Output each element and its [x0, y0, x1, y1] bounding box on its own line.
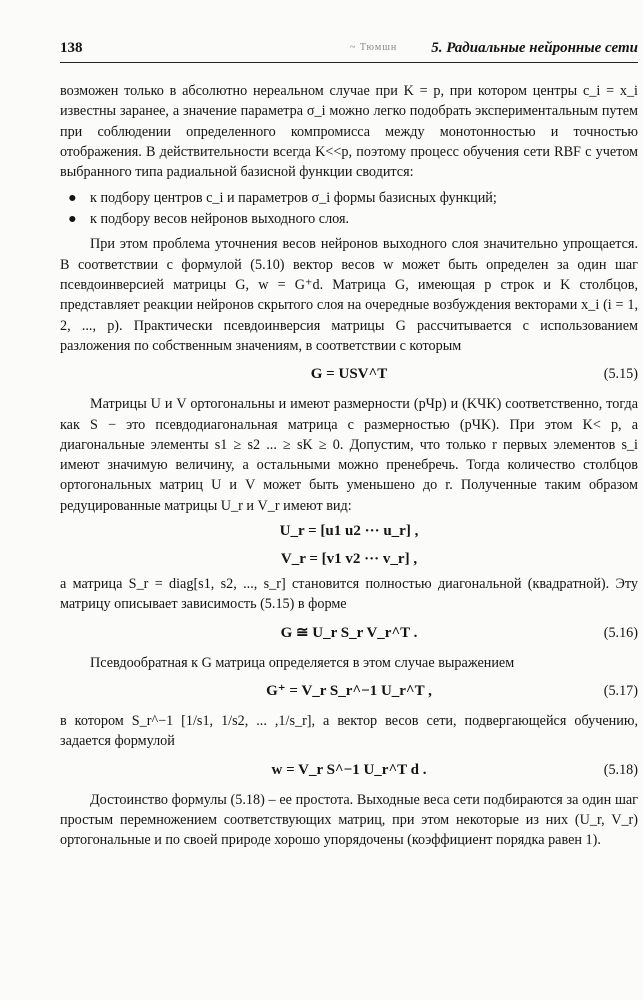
paragraph: а матрица S_r = diag[s1, s2, ..., s_r] становится полностью диагональной (квадратной). Эту матрицу описывает зависимость (5.15) в форме — [60, 576, 638, 613]
paragraph: Матрицы U и V ортогональны и имеют размерности (pЧp) и (KЧK) соответственно, тогда как S − это псевдодиагональная матрица с размерностью (pЧK). При этом K< p, а диагональные элементы s1 ≥ s2 ... ≥ sK ≥ 0. Допустим, что только r первых элементов s_i имеют значимую величину, а остальными можно пренебречь. Тогда количество столбцов ортогональных матриц U и V может быть уменьшено до r. Полученные таким образом редуцированные матрицы U_r и V_r имеют вид: — [60, 396, 638, 514]
equation-formula: G ≅ U_r S_r V_r^T . — [280, 624, 418, 641]
equation-5-15 — [60, 362, 638, 386]
equation-formula: G⁺ = V_r S_r^−1 U_r^T , — [266, 682, 432, 699]
equation-formula: w = V_r S^−1 U_r^T d . — [271, 761, 427, 778]
running-header — [60, 36, 638, 63]
paragraph: При этом проблема уточнения весов нейронов выходного слоя значительно упрощается. В соответствии с формулой (5.10) вектор весов w может быть определен за один шаг псевдоинверсией матрицы G, w = G⁺d. Матрица G, имеющая p строк и K столбцов, представляет реакции нейронов скрытого слоя на очередные возбуждения векторами x_i (i = 1, 2, ..., p). Практически псевдоинверсия матрицы G рассчитывается с использованием разложения по собственным значениям, в соответствии с которым — [60, 236, 638, 354]
paragraph: Достоинство формулы (5.18) – ее простота. Выходные веса сети подбираются за один шаг простым перемножением соответствующих матриц, при этом некоторые из них (U_r, V_r) ортогональные и по своей природе хорошо упорядочены (коэффициент порядка равен 1). — [60, 791, 638, 849]
list-item-text: к подбору центров c_i и параметров σ_i формы базисных функций; — [90, 190, 497, 207]
list-item — [60, 188, 638, 209]
equation-5-18 — [60, 758, 638, 782]
body-text — [60, 63, 638, 850]
page-number: 138 — [60, 40, 83, 56]
matrix-Ur-formula: U_r = [u1 u2 ··· u_r] , — [279, 523, 419, 540]
matrix-Vr — [60, 546, 638, 572]
list-item — [60, 209, 638, 230]
page — [60, 36, 638, 850]
paragraph: возможен только в абсолютно нереальном случае при K = p, при котором центры c_i = x_i известны заранее, а значение параметра σ_i можно легко подобрать экспериментальным путем при соблюдении определенного компромисса между монотонностью и точностью отображения. В действительности всегда K<<p, поэтому процесс обучения сети RBF с учетом выбранного типа радиальной базисной функции сводится: — [60, 83, 638, 181]
equation-number: (5.15) — [603, 366, 638, 383]
equation-number: (5.17) — [603, 682, 638, 699]
bullet-icon: ● — [68, 211, 77, 228]
equation-number: (5.18) — [603, 761, 638, 778]
chapter-title: 5. Радиальные нейронные сети — [431, 40, 638, 56]
bullet-icon: ● — [68, 190, 77, 207]
equation-formula: G = USV^T — [310, 366, 388, 383]
equation-5-16 — [60, 621, 638, 645]
matrix-Vr-formula: V_r = [v1 v2 ··· v_r] , — [280, 551, 418, 568]
list-item-text: к подбору весов нейронов выходного слоя. — [90, 211, 350, 228]
matrix-Ur — [60, 518, 638, 544]
paragraph: Псевдообратная к G матрица определяется в этом случае выражением — [90, 654, 515, 671]
equation-5-17 — [60, 679, 638, 703]
header-smudge: ~ Тюмшн — [350, 42, 398, 53]
equation-number: (5.16) — [603, 624, 638, 641]
paragraph: в котором S_r^−1 [1/s1, 1/s2, ... ,1/s_r], а вектор весов сети, подвергающейся обучению, задается формулой — [60, 712, 638, 750]
bullet-list — [60, 188, 638, 230]
